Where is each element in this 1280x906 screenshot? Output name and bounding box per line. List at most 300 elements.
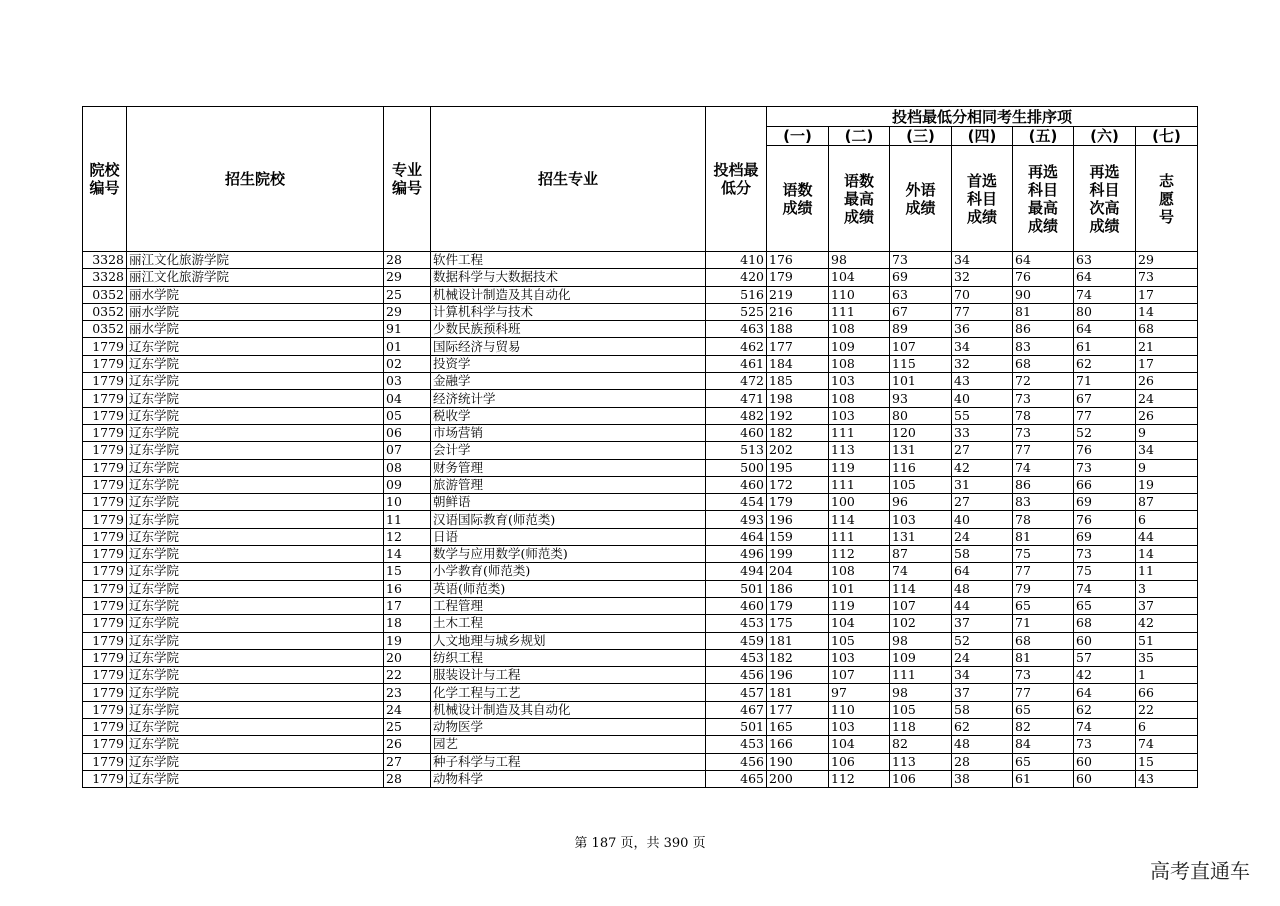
cell-first-subject-score: 27: [952, 494, 1013, 511]
cell-major-name: 数据科学与大数据技术: [431, 269, 706, 286]
cell-chinese-math-score: 195: [767, 459, 829, 476]
cell-min-score: 464: [706, 528, 767, 545]
cell-school-name: 辽东学院: [127, 753, 384, 770]
cell-first-subject-score: 27: [952, 442, 1013, 459]
cell-reselect-max-score: 86: [1013, 321, 1074, 338]
cell-chinese-math-max: 112: [829, 546, 890, 563]
cell-reselect-second-score: 60: [1074, 632, 1136, 649]
cell-chinese-math-score: 182: [767, 424, 829, 441]
cell-foreign-lang-score: 96: [890, 494, 952, 511]
cell-chinese-math-score: 165: [767, 719, 829, 736]
cell-chinese-math-score: 219: [767, 286, 829, 303]
cell-min-score: 513: [706, 442, 767, 459]
cell-first-subject-score: 32: [952, 269, 1013, 286]
cell-chinese-math-score: 179: [767, 494, 829, 511]
cell-reselect-max-score: 81: [1013, 528, 1074, 545]
cell-school-code: 1779: [83, 407, 127, 424]
cell-first-subject-score: 36: [952, 321, 1013, 338]
cell-chinese-math-score: 179: [767, 597, 829, 614]
cell-foreign-lang-score: 105: [890, 701, 952, 718]
cell-reselect-second-score: 65: [1074, 597, 1136, 614]
cell-major-code: 19: [384, 632, 431, 649]
cell-chinese-math-max: 103: [829, 719, 890, 736]
cell-major-name: 机械设计制造及其自动化: [431, 286, 706, 303]
cell-first-subject-score: 48: [952, 736, 1013, 753]
cell-min-score: 462: [706, 338, 767, 355]
cell-reselect-max-score: 73: [1013, 424, 1074, 441]
cell-major-name: 日语: [431, 528, 706, 545]
cell-chinese-math-max: 105: [829, 632, 890, 649]
cell-reselect-max-score: 73: [1013, 390, 1074, 407]
cell-chinese-math-max: 113: [829, 442, 890, 459]
cell-min-score: 460: [706, 424, 767, 441]
cell-reselect-max-score: 68: [1013, 355, 1074, 372]
cell-major-code: 27: [384, 753, 431, 770]
cell-reselect-second-score: 67: [1074, 390, 1136, 407]
cell-chinese-math-score: 175: [767, 615, 829, 632]
cell-reselect-max-score: 72: [1013, 373, 1074, 390]
table-row: [83, 736, 1198, 753]
cell-min-score: 482: [706, 407, 767, 424]
cell-major-code: 29: [384, 269, 431, 286]
cell-school-name: 辽东学院: [127, 528, 384, 545]
table-row: [83, 667, 1198, 684]
table-row: [83, 355, 1198, 372]
cell-choice-number: 22: [1136, 701, 1198, 718]
cell-reselect-second-score: 63: [1074, 252, 1136, 269]
sort-label-7: 志愿号: [1136, 146, 1198, 252]
table-row: [83, 407, 1198, 424]
cell-reselect-second-score: 66: [1074, 476, 1136, 493]
cell-school-code: 1779: [83, 355, 127, 372]
cell-foreign-lang-score: 114: [890, 580, 952, 597]
cell-chinese-math-max: 97: [829, 684, 890, 701]
cell-major-name: 土木工程: [431, 615, 706, 632]
cell-major-code: 12: [384, 528, 431, 545]
cell-chinese-math-max: 104: [829, 615, 890, 632]
cell-foreign-lang-score: 98: [890, 632, 952, 649]
cell-school-name: 丽水学院: [127, 321, 384, 338]
cell-foreign-lang-score: 131: [890, 442, 952, 459]
cell-foreign-lang-score: 107: [890, 338, 952, 355]
cell-foreign-lang-score: 98: [890, 684, 952, 701]
cell-min-score: 453: [706, 649, 767, 666]
cell-choice-number: 37: [1136, 597, 1198, 614]
cell-school-name: 辽东学院: [127, 338, 384, 355]
cell-reselect-second-score: 62: [1074, 701, 1136, 718]
cell-major-name: 软件工程: [431, 252, 706, 269]
table-row: [83, 338, 1198, 355]
cell-foreign-lang-score: 74: [890, 563, 952, 580]
cell-chinese-math-score: 196: [767, 511, 829, 528]
cell-school-code: 1779: [83, 597, 127, 614]
cell-major-name: 英语(师范类): [431, 580, 706, 597]
cell-major-code: 11: [384, 511, 431, 528]
cell-choice-number: 35: [1136, 649, 1198, 666]
cell-first-subject-score: 34: [952, 338, 1013, 355]
cell-first-subject-score: 77: [952, 303, 1013, 320]
cell-min-score: 472: [706, 373, 767, 390]
cell-school-name: 辽东学院: [127, 770, 384, 787]
cell-choice-number: 15: [1136, 753, 1198, 770]
cell-min-score: 420: [706, 269, 767, 286]
table-row: [83, 753, 1198, 770]
cell-first-subject-score: 70: [952, 286, 1013, 303]
cell-major-code: 08: [384, 459, 431, 476]
cell-first-subject-score: 37: [952, 615, 1013, 632]
cell-major-name: 财务管理: [431, 459, 706, 476]
cell-chinese-math-max: 119: [829, 597, 890, 614]
cell-min-score: 467: [706, 701, 767, 718]
cell-chinese-math-score: 192: [767, 407, 829, 424]
cell-reselect-max-score: 75: [1013, 546, 1074, 563]
sort-num-5: (五): [1013, 127, 1074, 146]
cell-reselect-max-score: 86: [1013, 476, 1074, 493]
cell-foreign-lang-score: 73: [890, 252, 952, 269]
cell-major-name: 经济统计学: [431, 390, 706, 407]
cell-school-name: 辽东学院: [127, 563, 384, 580]
cell-min-score: 453: [706, 736, 767, 753]
cell-school-code: 1779: [83, 649, 127, 666]
cell-major-name: 计算机科学与技术: [431, 303, 706, 320]
cell-major-code: 09: [384, 476, 431, 493]
cell-chinese-math-score: 190: [767, 753, 829, 770]
cell-school-code: 1779: [83, 442, 127, 459]
cell-first-subject-score: 34: [952, 252, 1013, 269]
cell-first-subject-score: 55: [952, 407, 1013, 424]
cell-school-code: 1779: [83, 736, 127, 753]
cell-first-subject-score: 24: [952, 528, 1013, 545]
cell-first-subject-score: 24: [952, 649, 1013, 666]
cell-reselect-max-score: 78: [1013, 511, 1074, 528]
cell-chinese-math-max: 108: [829, 355, 890, 372]
cell-foreign-lang-score: 80: [890, 407, 952, 424]
cell-choice-number: 26: [1136, 407, 1198, 424]
cell-major-name: 种子科学与工程: [431, 753, 706, 770]
cell-min-score: 501: [706, 719, 767, 736]
cell-chinese-math-max: 106: [829, 753, 890, 770]
cell-major-name: 人文地理与城乡规划: [431, 632, 706, 649]
table-row: [83, 286, 1198, 303]
cell-reselect-max-score: 82: [1013, 719, 1074, 736]
cell-major-name: 金融学: [431, 373, 706, 390]
cell-reselect-second-score: 74: [1074, 580, 1136, 597]
cell-school-name: 辽东学院: [127, 580, 384, 597]
admission-score-table: [82, 106, 1198, 788]
cell-major-code: 07: [384, 442, 431, 459]
cell-reselect-second-score: 71: [1074, 373, 1136, 390]
cell-major-name: 汉语国际教育(师范类): [431, 511, 706, 528]
cell-reselect-second-score: 74: [1074, 286, 1136, 303]
cell-reselect-second-score: 64: [1074, 321, 1136, 338]
cell-school-code: 1779: [83, 338, 127, 355]
cell-school-name: 丽江文化旅游学院: [127, 252, 384, 269]
sort-label-4: 首选科目成绩: [952, 146, 1013, 252]
cell-chinese-math-max: 111: [829, 303, 890, 320]
cell-min-score: 471: [706, 390, 767, 407]
cell-school-name: 辽东学院: [127, 632, 384, 649]
cell-chinese-math-score: 216: [767, 303, 829, 320]
cell-major-code: 20: [384, 649, 431, 666]
header-school-code: 院校编号: [83, 107, 127, 252]
cell-first-subject-score: 34: [952, 667, 1013, 684]
header-min-score: 投档最低分: [706, 107, 767, 252]
cell-chinese-math-max: 108: [829, 390, 890, 407]
cell-choice-number: 44: [1136, 528, 1198, 545]
cell-school-name: 辽东学院: [127, 719, 384, 736]
cell-school-code: 1779: [83, 563, 127, 580]
cell-reselect-second-score: 76: [1074, 511, 1136, 528]
cell-first-subject-score: 33: [952, 424, 1013, 441]
cell-major-code: 28: [384, 770, 431, 787]
cell-school-name: 辽东学院: [127, 355, 384, 372]
cell-choice-number: 26: [1136, 373, 1198, 390]
cell-major-code: 29: [384, 303, 431, 320]
cell-major-name: 纺织工程: [431, 649, 706, 666]
cell-min-score: 465: [706, 770, 767, 787]
cell-reselect-second-score: 73: [1074, 459, 1136, 476]
cell-major-name: 化学工程与工艺: [431, 684, 706, 701]
cell-reselect-second-score: 76: [1074, 442, 1136, 459]
cell-school-name: 辽东学院: [127, 701, 384, 718]
cell-chinese-math-score: 198: [767, 390, 829, 407]
table-row: [83, 424, 1198, 441]
cell-first-subject-score: 48: [952, 580, 1013, 597]
cell-choice-number: 51: [1136, 632, 1198, 649]
cell-chinese-math-max: 110: [829, 286, 890, 303]
cell-school-code: 1779: [83, 459, 127, 476]
cell-major-name: 国际经济与贸易: [431, 338, 706, 355]
table-row: [83, 701, 1198, 718]
cell-choice-number: 14: [1136, 303, 1198, 320]
cell-school-code: 0352: [83, 286, 127, 303]
cell-school-name: 辽东学院: [127, 667, 384, 684]
cell-school-name: 丽水学院: [127, 303, 384, 320]
cell-school-code: 1779: [83, 684, 127, 701]
sort-label-5: 再选科目最高成绩: [1013, 146, 1074, 252]
cell-chinese-math-score: 184: [767, 355, 829, 372]
cell-school-code: 1779: [83, 770, 127, 787]
cell-major-name: 数学与应用数学(师范类): [431, 546, 706, 563]
cell-choice-number: 9: [1136, 459, 1198, 476]
table-row: [83, 615, 1198, 632]
sort-label-6: 再选科目次高成绩: [1074, 146, 1136, 252]
cell-foreign-lang-score: 106: [890, 770, 952, 787]
table-row: [83, 442, 1198, 459]
cell-school-name: 辽东学院: [127, 736, 384, 753]
cell-reselect-max-score: 83: [1013, 494, 1074, 511]
cell-foreign-lang-score: 118: [890, 719, 952, 736]
cell-reselect-max-score: 68: [1013, 632, 1074, 649]
cell-chinese-math-max: 109: [829, 338, 890, 355]
cell-foreign-lang-score: 107: [890, 597, 952, 614]
cell-chinese-math-max: 107: [829, 667, 890, 684]
cell-min-score: 459: [706, 632, 767, 649]
cell-first-subject-score: 32: [952, 355, 1013, 372]
cell-reselect-second-score: 80: [1074, 303, 1136, 320]
cell-foreign-lang-score: 109: [890, 649, 952, 666]
cell-school-code: 1779: [83, 667, 127, 684]
cell-chinese-math-max: 103: [829, 373, 890, 390]
cell-first-subject-score: 40: [952, 511, 1013, 528]
header-sort-group: 投档最低分相同考生排序项: [767, 107, 1198, 127]
cell-major-code: 18: [384, 615, 431, 632]
cell-major-code: 04: [384, 390, 431, 407]
cell-chinese-math-max: 112: [829, 770, 890, 787]
cell-first-subject-score: 64: [952, 563, 1013, 580]
cell-min-score: 460: [706, 476, 767, 493]
cell-school-code: 1779: [83, 494, 127, 511]
header-major-code: 专业编号: [384, 107, 431, 252]
cell-first-subject-score: 40: [952, 390, 1013, 407]
cell-major-name: 少数民族预科班: [431, 321, 706, 338]
cell-reselect-second-score: 73: [1074, 546, 1136, 563]
cell-school-code: 1779: [83, 528, 127, 545]
cell-major-code: 23: [384, 684, 431, 701]
cell-reselect-max-score: 79: [1013, 580, 1074, 597]
cell-major-name: 工程管理: [431, 597, 706, 614]
cell-reselect-max-score: 71: [1013, 615, 1074, 632]
cell-foreign-lang-score: 115: [890, 355, 952, 372]
header-school-name: 招生院校: [127, 107, 384, 252]
sort-num-4: (四): [952, 127, 1013, 146]
cell-foreign-lang-score: 102: [890, 615, 952, 632]
cell-school-code: 1779: [83, 701, 127, 718]
cell-foreign-lang-score: 113: [890, 753, 952, 770]
cell-reselect-max-score: 81: [1013, 649, 1074, 666]
cell-min-score: 457: [706, 684, 767, 701]
cell-major-code: 28: [384, 252, 431, 269]
cell-reselect-max-score: 74: [1013, 459, 1074, 476]
cell-min-score: 496: [706, 546, 767, 563]
cell-reselect-max-score: 84: [1013, 736, 1074, 753]
table-row: [83, 321, 1198, 338]
cell-reselect-max-score: 64: [1013, 252, 1074, 269]
table-row: [83, 649, 1198, 666]
cell-chinese-math-max: 111: [829, 424, 890, 441]
cell-school-name: 辽东学院: [127, 373, 384, 390]
table-row: [83, 511, 1198, 528]
cell-school-code: 1779: [83, 753, 127, 770]
cell-school-name: 辽东学院: [127, 546, 384, 563]
cell-school-code: 1779: [83, 632, 127, 649]
cell-reselect-second-score: 64: [1074, 684, 1136, 701]
cell-choice-number: 17: [1136, 286, 1198, 303]
cell-first-subject-score: 37: [952, 684, 1013, 701]
cell-reselect-max-score: 77: [1013, 684, 1074, 701]
table-row: [83, 580, 1198, 597]
cell-school-code: 3328: [83, 269, 127, 286]
cell-major-code: 01: [384, 338, 431, 355]
cell-school-name: 辽东学院: [127, 442, 384, 459]
cell-major-code: 24: [384, 701, 431, 718]
cell-major-name: 小学教育(师范类): [431, 563, 706, 580]
cell-chinese-math-max: 104: [829, 736, 890, 753]
cell-choice-number: 21: [1136, 338, 1198, 355]
cell-choice-number: 1: [1136, 667, 1198, 684]
page-number: 第 187 页，共 390 页: [574, 836, 706, 851]
cell-choice-number: 73: [1136, 269, 1198, 286]
cell-major-name: 会计学: [431, 442, 706, 459]
cell-min-score: 461: [706, 355, 767, 372]
cell-reselect-max-score: 83: [1013, 338, 1074, 355]
cell-foreign-lang-score: 82: [890, 736, 952, 753]
cell-major-name: 投资学: [431, 355, 706, 372]
cell-first-subject-score: 31: [952, 476, 1013, 493]
cell-major-name: 旅游管理: [431, 476, 706, 493]
cell-reselect-max-score: 65: [1013, 597, 1074, 614]
cell-chinese-math-score: 204: [767, 563, 829, 580]
sort-num-1: (一): [767, 127, 829, 146]
cell-major-name: 朝鲜语: [431, 494, 706, 511]
cell-first-subject-score: 38: [952, 770, 1013, 787]
cell-foreign-lang-score: 111: [890, 667, 952, 684]
cell-major-name: 税收学: [431, 407, 706, 424]
cell-choice-number: 19: [1136, 476, 1198, 493]
cell-reselect-max-score: 73: [1013, 667, 1074, 684]
cell-major-code: 25: [384, 719, 431, 736]
cell-reselect-max-score: 90: [1013, 286, 1074, 303]
cell-min-score: 456: [706, 753, 767, 770]
cell-foreign-lang-score: 89: [890, 321, 952, 338]
sort-num-3: (三): [890, 127, 952, 146]
cell-reselect-second-score: 75: [1074, 563, 1136, 580]
cell-school-code: 1779: [83, 719, 127, 736]
cell-major-name: 园艺: [431, 736, 706, 753]
cell-chinese-math-score: 181: [767, 632, 829, 649]
cell-choice-number: 3: [1136, 580, 1198, 597]
cell-choice-number: 14: [1136, 546, 1198, 563]
cell-reselect-second-score: 61: [1074, 338, 1136, 355]
cell-chinese-math-score: 172: [767, 476, 829, 493]
cell-first-subject-score: 42: [952, 459, 1013, 476]
cell-min-score: 460: [706, 597, 767, 614]
table-row: [83, 546, 1198, 563]
cell-reselect-max-score: 65: [1013, 701, 1074, 718]
cell-chinese-math-max: 110: [829, 701, 890, 718]
cell-chinese-math-max: 111: [829, 476, 890, 493]
cell-school-name: 辽东学院: [127, 407, 384, 424]
cell-chinese-math-score: 179: [767, 269, 829, 286]
cell-major-code: 10: [384, 494, 431, 511]
cell-major-code: 05: [384, 407, 431, 424]
cell-school-name: 丽水学院: [127, 286, 384, 303]
cell-reselect-max-score: 65: [1013, 753, 1074, 770]
cell-min-score: 516: [706, 286, 767, 303]
table-header: [83, 107, 1198, 252]
cell-first-subject-score: 52: [952, 632, 1013, 649]
cell-school-code: 1779: [83, 615, 127, 632]
cell-reselect-second-score: 68: [1074, 615, 1136, 632]
cell-reselect-second-score: 73: [1074, 736, 1136, 753]
cell-school-name: 辽东学院: [127, 476, 384, 493]
sort-label-1: 语数成绩: [767, 146, 829, 252]
cell-foreign-lang-score: 105: [890, 476, 952, 493]
cell-min-score: 493: [706, 511, 767, 528]
table-row: [83, 252, 1198, 269]
sort-label-2: 语数最高成绩: [829, 146, 890, 252]
cell-foreign-lang-score: 67: [890, 303, 952, 320]
cell-chinese-math-score: 166: [767, 736, 829, 753]
cell-major-code: 03: [384, 373, 431, 390]
cell-chinese-math-max: 98: [829, 252, 890, 269]
table-row: [83, 770, 1198, 787]
table-row: [83, 494, 1198, 511]
table-body: [83, 252, 1198, 788]
cell-school-name: 辽东学院: [127, 494, 384, 511]
cell-first-subject-score: 58: [952, 546, 1013, 563]
cell-major-code: 91: [384, 321, 431, 338]
